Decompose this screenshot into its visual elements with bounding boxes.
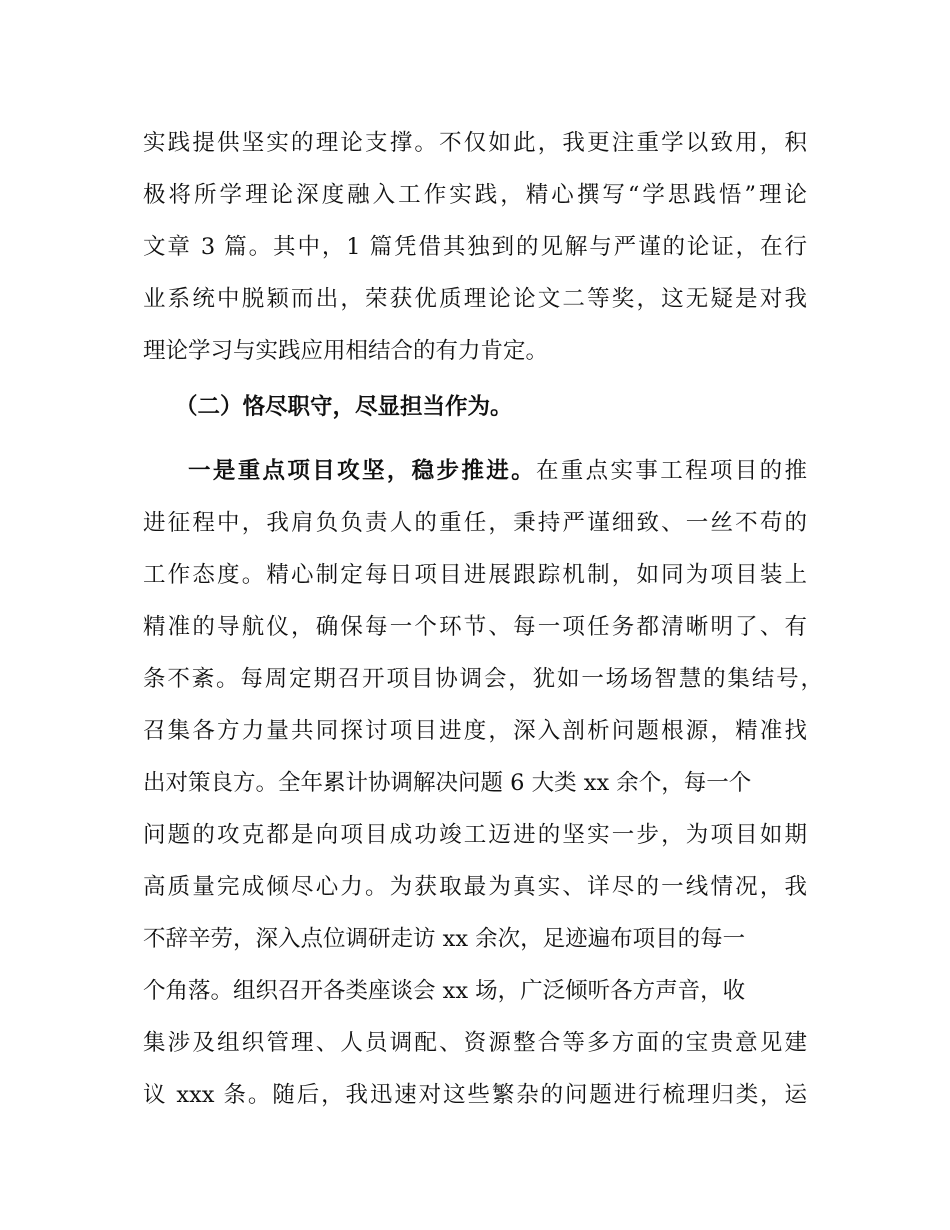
text-line: 召集各方力量共同探讨项目进度，深入剖析问题根源，精准找 [143, 718, 807, 744]
text-line: 精准的导航仪，确保每一个环节、每一项任务都清晰明了、有 [143, 614, 807, 640]
text-line: 议 xxx 条。随后，我迅速对这些繁杂的问题进行梳理归类，运 [143, 1082, 807, 1108]
text-line: 条不紊。每周定期召开项目协调会，犹如一场场智慧的集结号， [143, 666, 823, 692]
text-line: 不辞辛劳，深入点位调研走访 xx 余次，足迹遍布项目的每一 [143, 926, 746, 952]
text-line: 问题的攻克都是向项目成功竣工迈进的坚实一步，为项目如期 [143, 822, 807, 848]
text-line: 业系统中脱颖而出，荣获优质理论论文二等奖，这无疑是对我 [143, 286, 807, 312]
text-line: 集涉及组织管理、人员调配、资源整合等多方面的宝贵意见建 [143, 1030, 807, 1056]
text-line: 进征程中，我肩负负责人的重任，秉持严谨细致、一丝不苟的 [143, 510, 807, 536]
text-line: 出对策良方。全年累计协调解决问题 6 大类 xx 余个，每一个 [143, 770, 752, 796]
text-line: 个角落。组织召开各类座谈会 xx 场，广泛倾听各方声音，收 [143, 978, 746, 1004]
text-line: 高质量完成倾尽心力。为获取最为真实、详尽的一线情况，我 [143, 874, 807, 900]
section-heading: （二）恪尽职守，尽显担当作为。 [175, 394, 513, 420]
text-line: 理论学习与实践应用相结合的有力肯定。 [143, 338, 549, 364]
text-line: 工作态度。精心制定每日项目进展跟踪机制，如同为项目装上 [143, 562, 807, 588]
text-line: 实践提供坚实的理论支撑。不仅如此，我更注重学以致用，积 [143, 130, 807, 156]
text-line: 文章 3 篇。其中，1 篇凭借其独到的见解与严谨的论证，在行 [143, 234, 807, 260]
lead-line [188, 456, 807, 486]
lead-rest-text: 在重点实事工程项目的推 [535, 458, 807, 484]
lead-bold-text: 一是重点项目攻坚，稳步推进。 [188, 458, 536, 484]
text-line: 极将所学理论深度融入工作实践，精心撰写“学思践悟”理论 [143, 182, 807, 208]
